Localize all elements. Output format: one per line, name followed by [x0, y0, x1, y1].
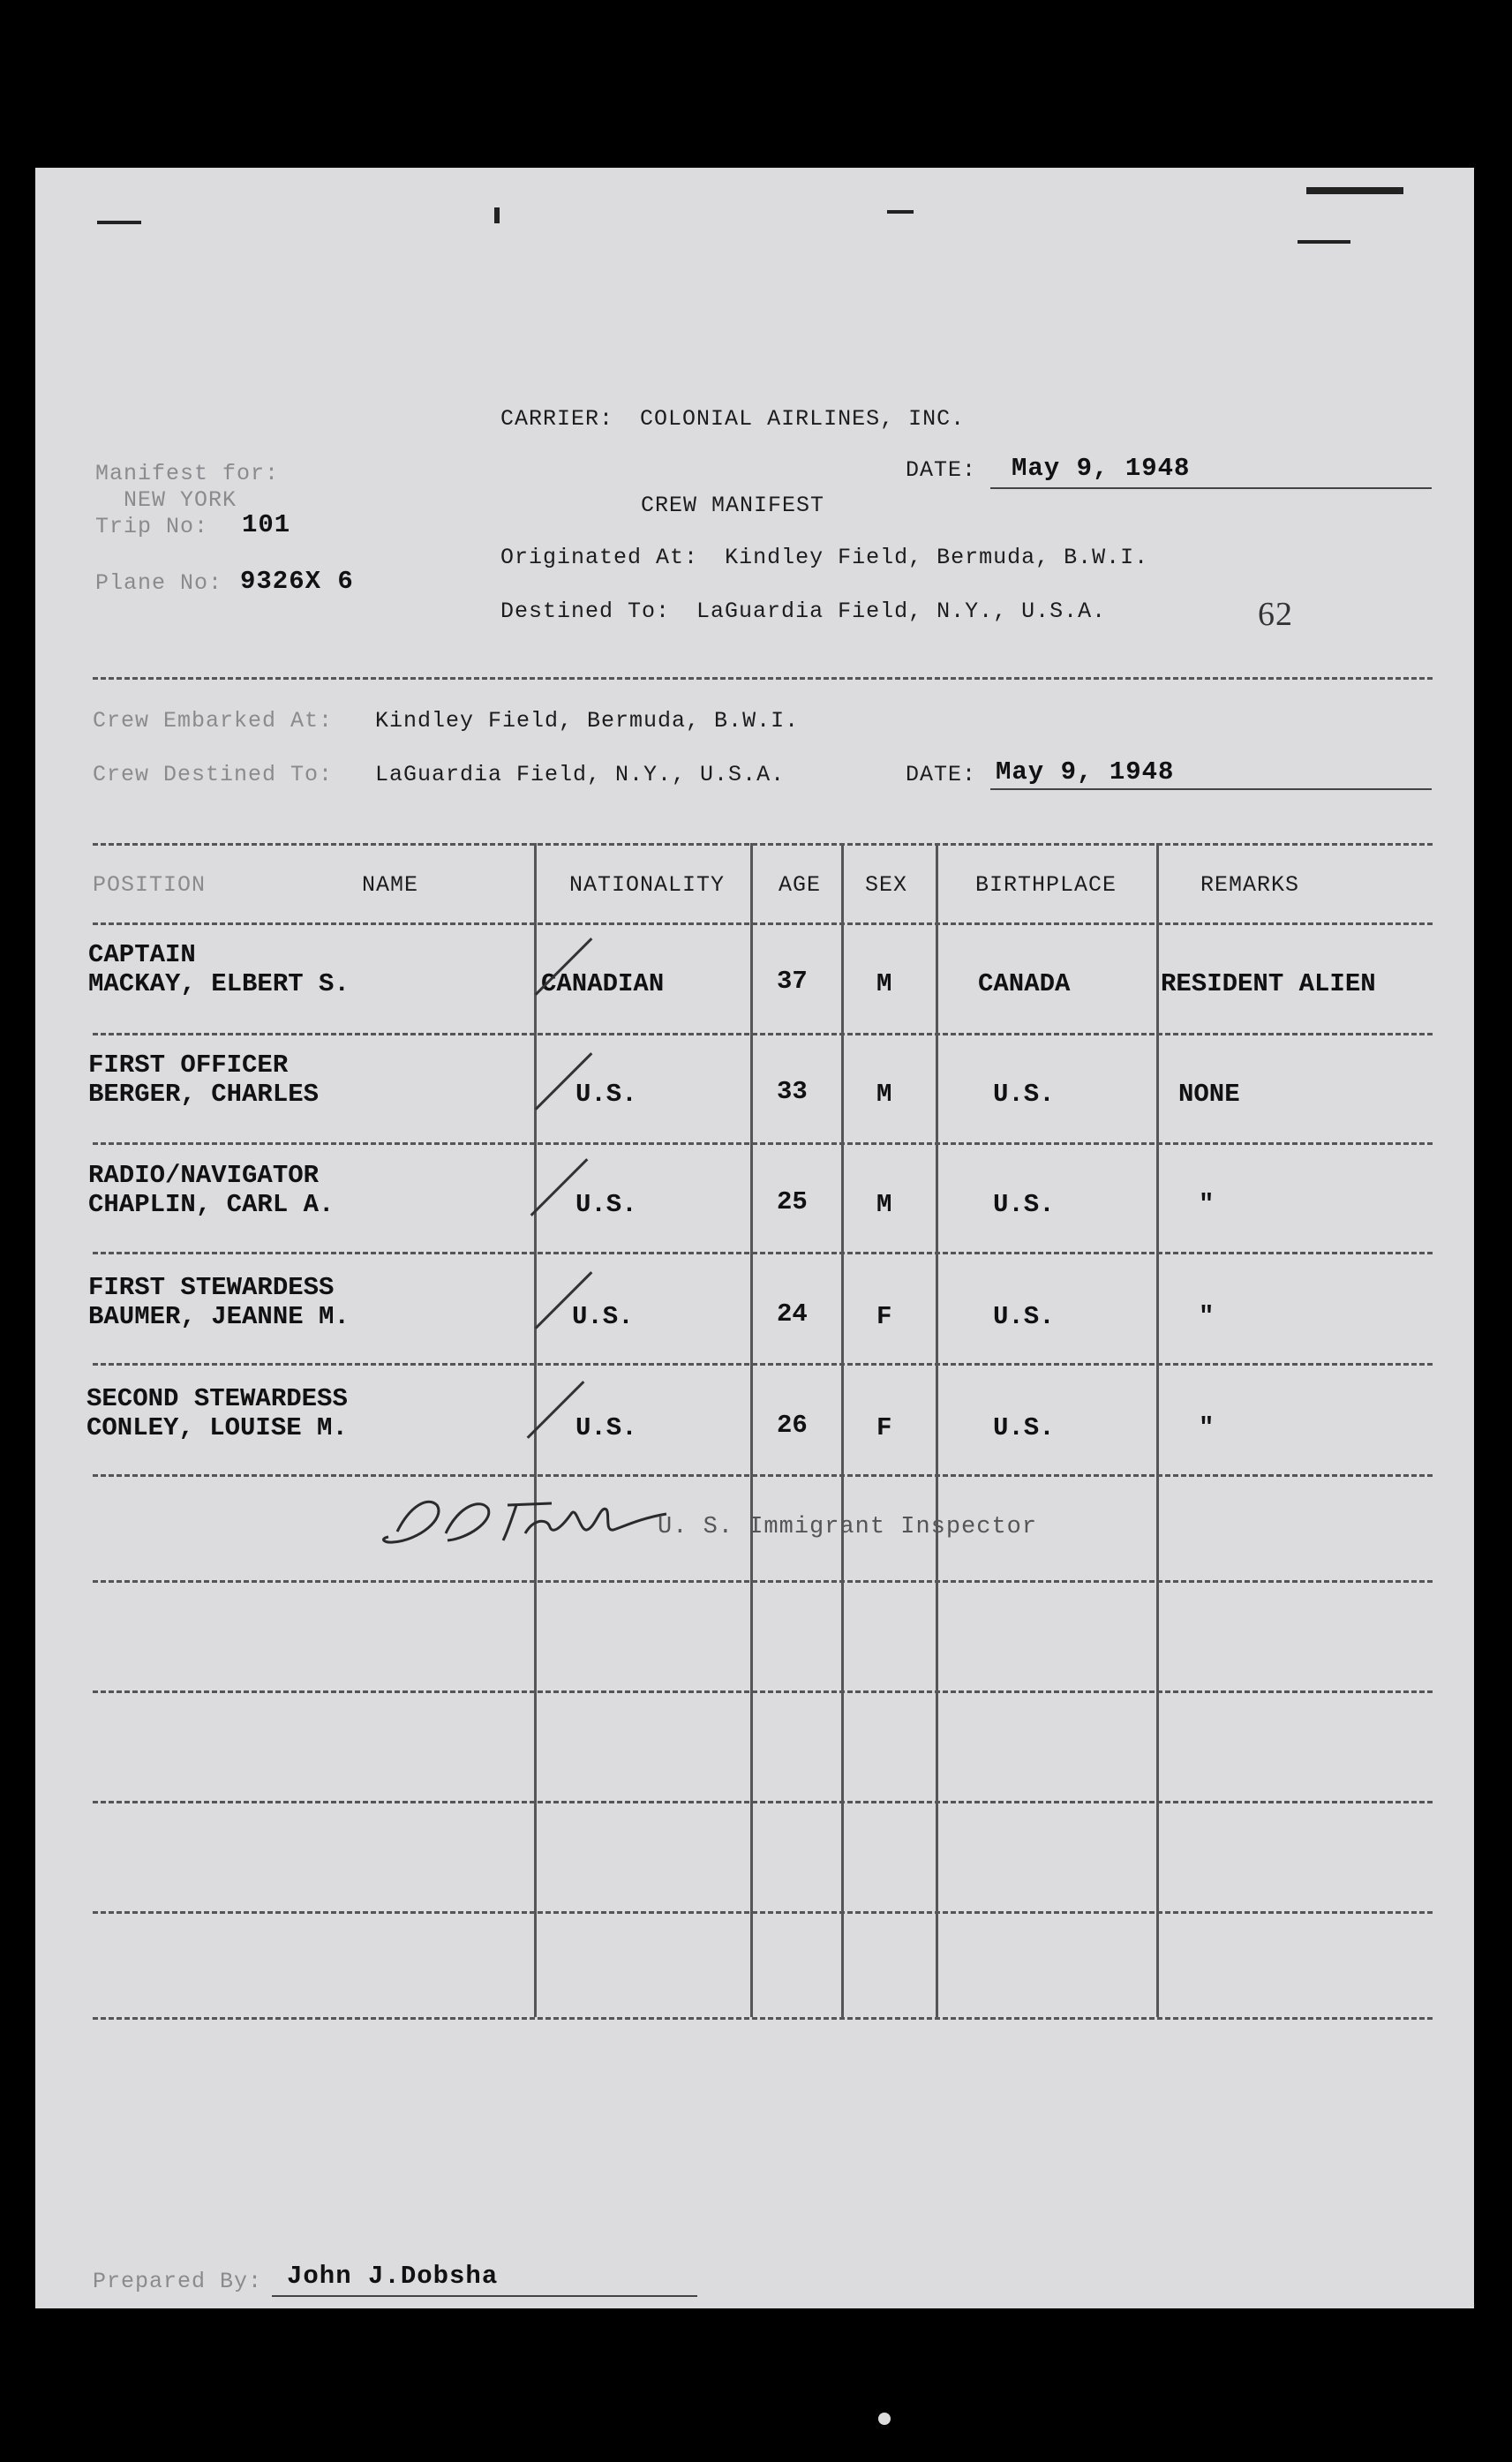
crew-sex: M [876, 1190, 892, 1219]
crew-birthplace: U.S. [993, 1080, 1055, 1109]
divider [93, 677, 1433, 680]
crew-remarks: " [1199, 1190, 1215, 1219]
crew-date-underline [990, 788, 1432, 790]
row-border [93, 1252, 1433, 1254]
plane-value: 9326X 6 [240, 567, 354, 596]
crew-age: 24 [777, 1299, 808, 1329]
prepared-by-label: Prepared By: [93, 2269, 263, 2294]
scan-artifact [878, 2413, 891, 2425]
row-border [93, 1690, 1433, 1693]
column-header-sex: SEX [865, 872, 908, 898]
crew-birthplace: CANADA [978, 969, 1071, 998]
manifest-page [35, 168, 1474, 2308]
column-divider [750, 843, 753, 2017]
crew-remarks: NONE [1178, 1080, 1240, 1109]
row-border [93, 1801, 1433, 1803]
crew-nationality: U.S. [575, 1080, 637, 1109]
scan-mark [97, 221, 141, 224]
row-border [93, 1033, 1433, 1035]
row-border [93, 1142, 1433, 1145]
crew-embarked-value: Kindley Field, Bermuda, B.W.I. [375, 708, 800, 734]
page-number: 62 [1258, 596, 1293, 633]
manifest-for-label: Manifest for: [95, 461, 280, 486]
crew-remarks: " [1199, 1413, 1215, 1442]
crew-position: SECOND STEWARDESS [87, 1384, 348, 1413]
crew-name: MACKAY, ELBERT S. [88, 969, 350, 998]
crew-destined-label: Crew Destined To: [93, 762, 334, 787]
row-border [93, 2017, 1433, 2020]
crew-date-label: DATE: [906, 762, 977, 787]
carrier-value: COLONIAL AIRLINES, INC. [640, 406, 966, 432]
column-header-position: POSITION [93, 872, 207, 898]
scan-mark [1298, 240, 1350, 244]
header-date-label: DATE: [906, 457, 977, 483]
crew-destined-value: LaGuardia Field, N.Y., U.S.A. [375, 762, 786, 787]
row-border [93, 1474, 1433, 1477]
crew-sex: F [876, 1302, 892, 1331]
row-border [93, 1363, 1433, 1366]
crew-nationality: U.S. [572, 1302, 634, 1331]
crew-position: CAPTAIN [88, 940, 196, 969]
crew-position: FIRST STEWARDESS [88, 1273, 335, 1302]
crew-remarks: " [1199, 1302, 1215, 1331]
crew-name: BERGER, CHARLES [88, 1080, 320, 1109]
crew-nationality: U.S. [575, 1413, 637, 1442]
table-header-border [93, 922, 1433, 925]
scan-mark [494, 207, 500, 223]
crew-birthplace: U.S. [993, 1302, 1055, 1331]
crew-age: 37 [777, 967, 808, 996]
document-title: CREW MANIFEST [641, 493, 825, 518]
crew-nationality: U.S. [575, 1190, 637, 1219]
crew-date-value: May 9, 1948 [996, 757, 1175, 787]
crew-age: 26 [777, 1411, 808, 1440]
prepared-by-value: John J.Dobsha [287, 2262, 499, 2291]
column-header-remarks: REMARKS [1200, 872, 1300, 898]
column-header-nationality: NATIONALITY [569, 872, 726, 898]
column-divider [1156, 843, 1159, 2017]
crew-nationality: CANADIAN [541, 969, 665, 998]
crew-age: 25 [777, 1187, 808, 1216]
crew-position: FIRST OFFICER [88, 1050, 289, 1080]
inspector-signature [375, 1479, 675, 1549]
crew-name: CHAPLIN, CARL A. [88, 1190, 335, 1219]
column-divider [936, 843, 938, 2017]
crew-sex: F [876, 1413, 892, 1442]
originated-value: Kindley Field, Bermuda, B.W.I. [725, 545, 1149, 570]
crew-embarked-label: Crew Embarked At: [93, 708, 334, 734]
manifest-for-value: NEW YORK [124, 487, 237, 513]
crew-name: BAUMER, JEANNE M. [88, 1302, 350, 1331]
crew-birthplace: U.S. [993, 1190, 1055, 1219]
header-date-value: May 9, 1948 [1012, 454, 1191, 483]
column-header-name: NAME [362, 872, 419, 898]
carrier-label: CARRIER: [500, 406, 614, 432]
row-border [93, 1911, 1433, 1914]
column-divider [841, 843, 844, 2017]
scan-mark [887, 210, 914, 214]
crew-birthplace: U.S. [993, 1413, 1055, 1442]
prepared-by-underline [272, 2295, 697, 2297]
table-top-border [93, 843, 1433, 846]
column-header-age: AGE [779, 872, 822, 898]
trip-label: Trip No: [95, 514, 209, 539]
column-header-birthplace: BIRTHPLACE [975, 872, 1117, 898]
crew-age: 33 [777, 1077, 808, 1106]
crew-name: CONLEY, LOUISE M. [87, 1413, 348, 1442]
header-date-underline [990, 487, 1432, 489]
trip-value: 101 [242, 510, 291, 539]
crew-sex: M [876, 1080, 892, 1109]
crew-sex: M [876, 969, 892, 998]
destined-value: LaGuardia Field, N.Y., U.S.A. [696, 599, 1107, 624]
destined-label: Destined To: [500, 599, 671, 624]
crew-remarks: RESIDENT ALIEN [1161, 969, 1376, 998]
originated-label: Originated At: [500, 545, 699, 570]
crew-position: RADIO/NAVIGATOR [88, 1161, 320, 1190]
inspector-title: U. S. Immigrant Inspector [658, 1514, 1038, 1540]
row-border [93, 1580, 1433, 1583]
scan-mark [1306, 187, 1403, 194]
plane-label: Plane No: [95, 570, 223, 596]
